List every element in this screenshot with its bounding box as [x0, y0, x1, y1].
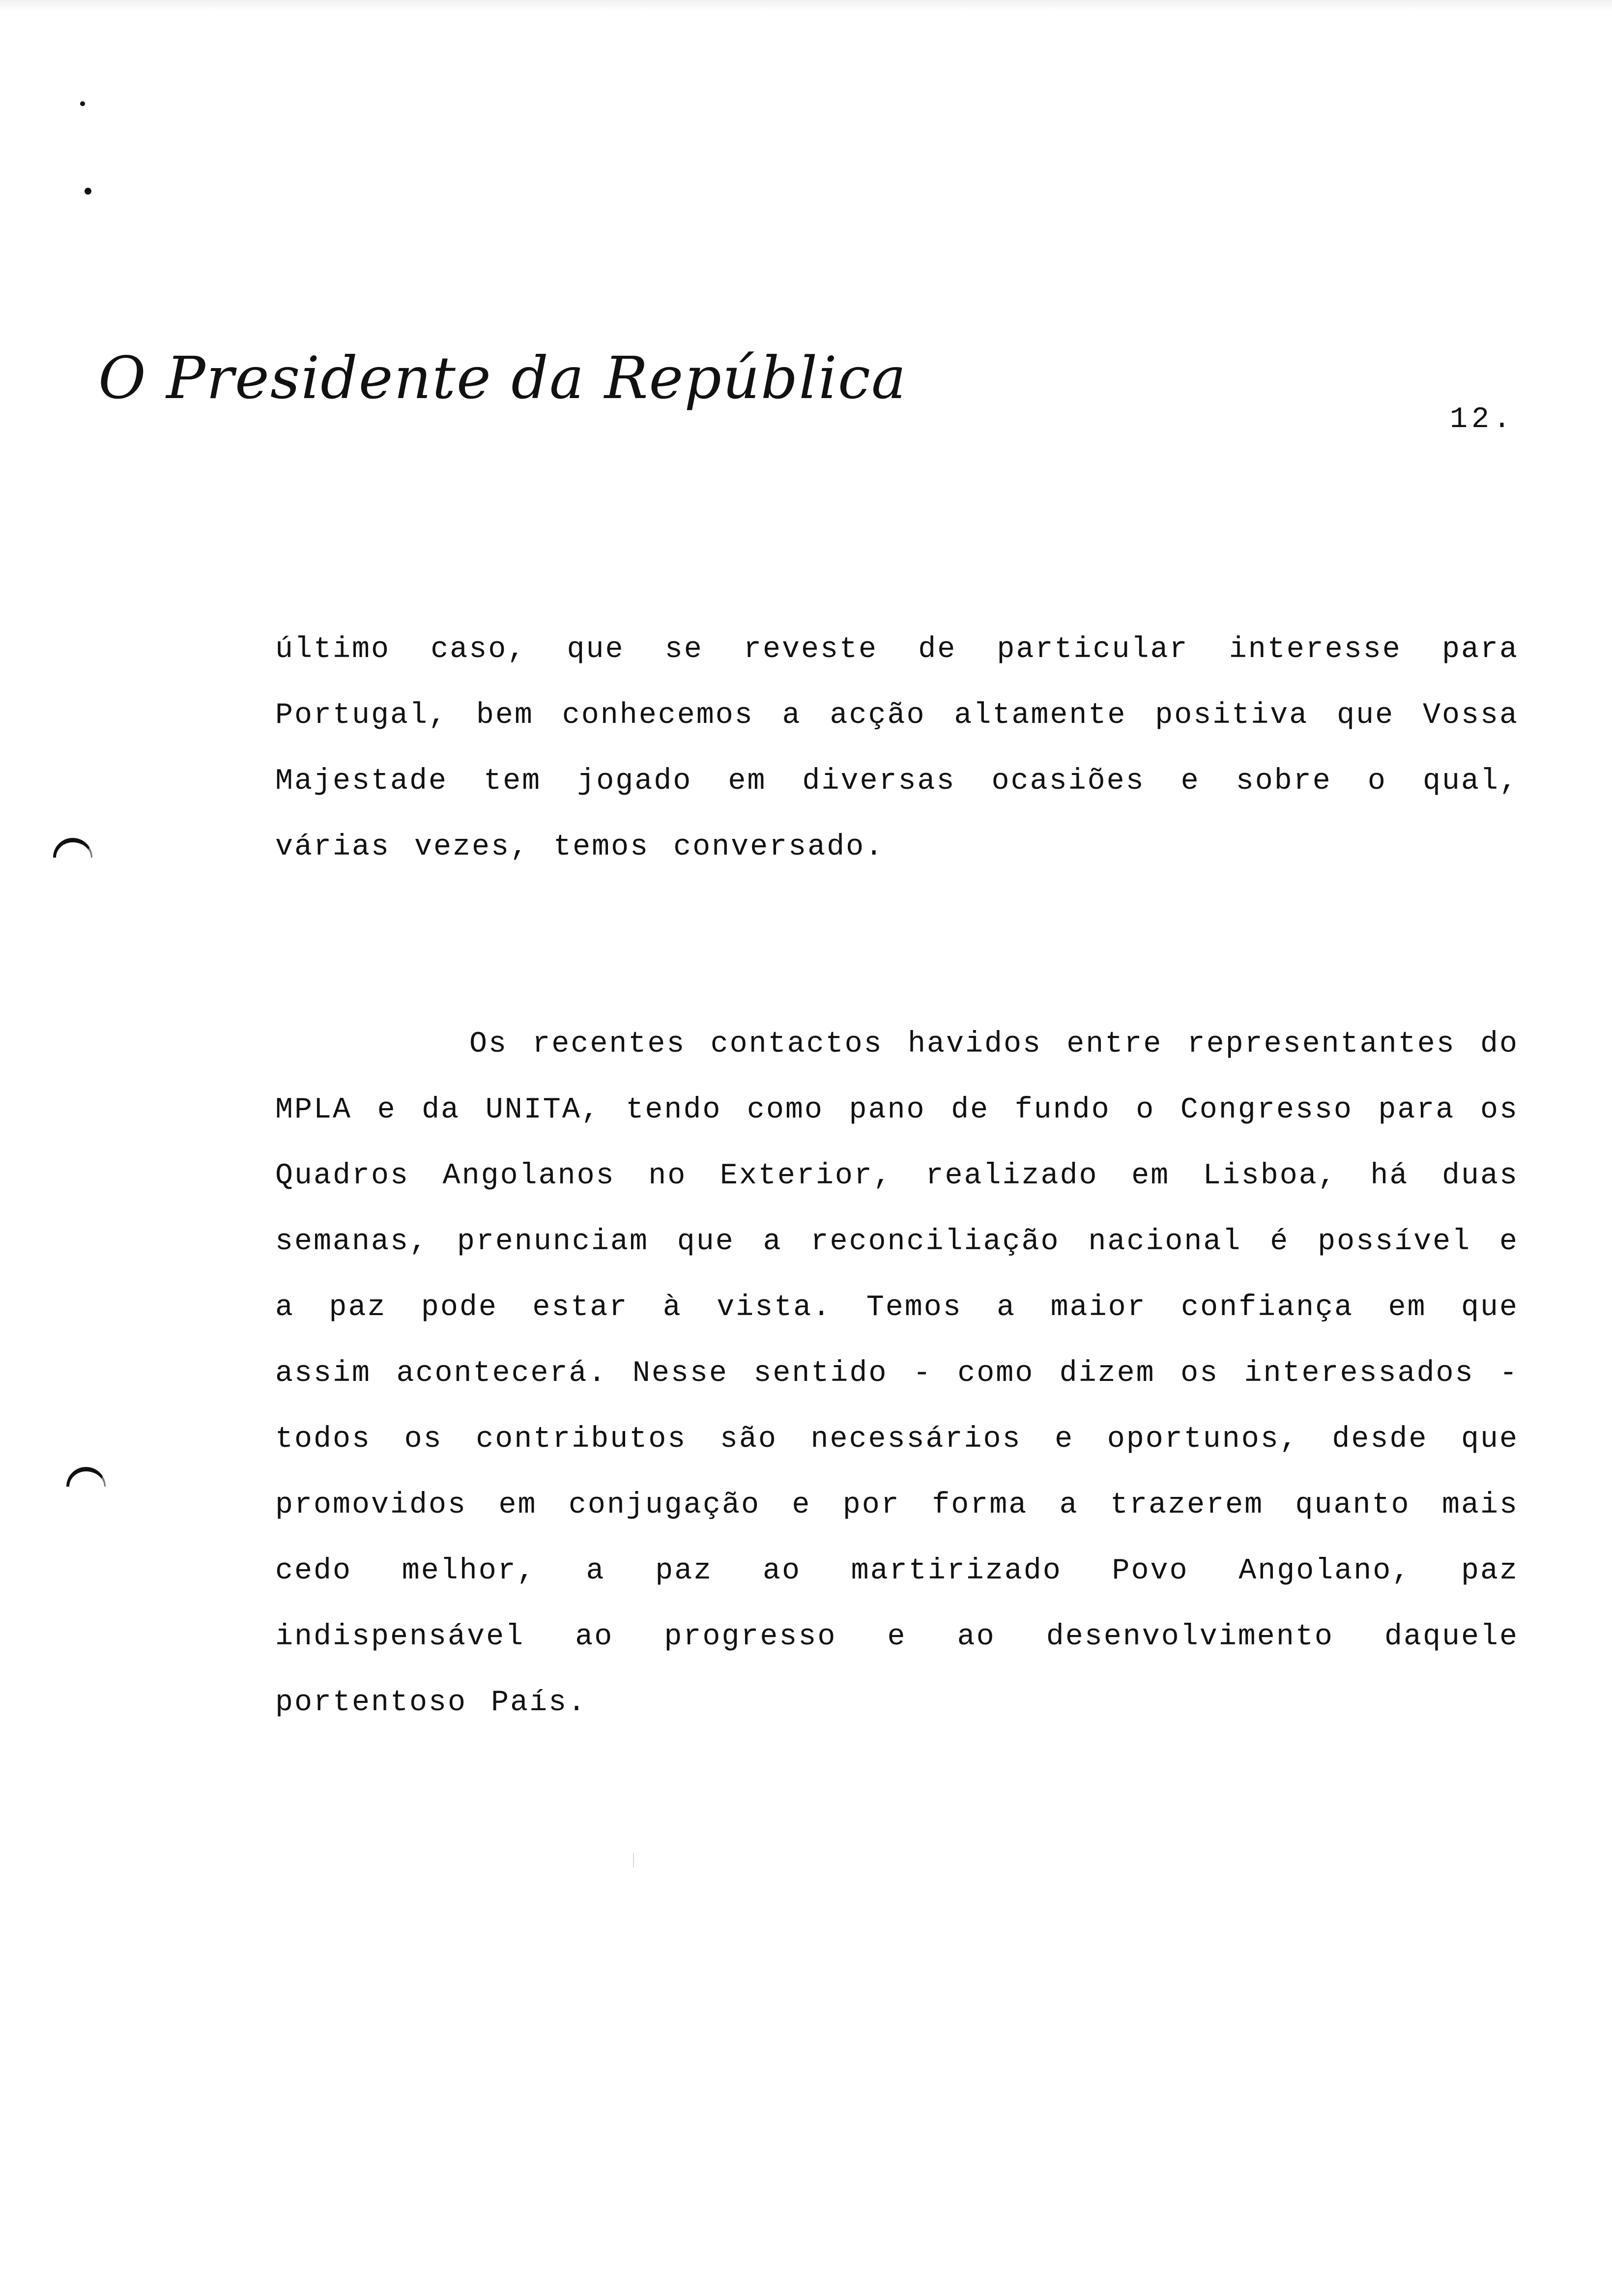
scan-edge: [0, 0, 1612, 11]
fold-mark: [633, 1853, 634, 1867]
paragraph-2: Os recentes contactos havidos entre representantes do MPLA e da UNITA, tendo como pano de fundo o Congresso para os Quadros Angolanos no Exterior, realizado em Lisboa, há duas semanas, prenunciam que a reconciliação nacional é possível e a paz pode estar à vista. Temos a maior confiança em que assim acontecerá. Nesse sentido - como dizem os interessados - todos os contributos são necessários e oportunos, desde que promovidos em conjugação e por forma a trazerem quanto mais cedo melhor, a paz ao martirizado Povo Angolano, paz indispensável ao progresso e ao desenvolvimento daquele portentoso País.: [275, 1028, 1519, 1720]
letterhead-title: O Presidente da República: [98, 344, 907, 412]
scan-speck: [85, 188, 91, 195]
punch-hole-mark: [53, 838, 92, 858]
paragraph-1: último caso, que se reveste de particular interesse para Portugal, bem conhecemos a acção altamente positiva que Vossa Majestade tem jogado em diversas ocasiões e sobre o qual, várias vezes, temos conversado.: [275, 633, 1519, 864]
page-number: 12.: [1450, 403, 1515, 436]
punch-hole-mark: [66, 1467, 106, 1487]
scan-speck: [80, 101, 85, 106]
